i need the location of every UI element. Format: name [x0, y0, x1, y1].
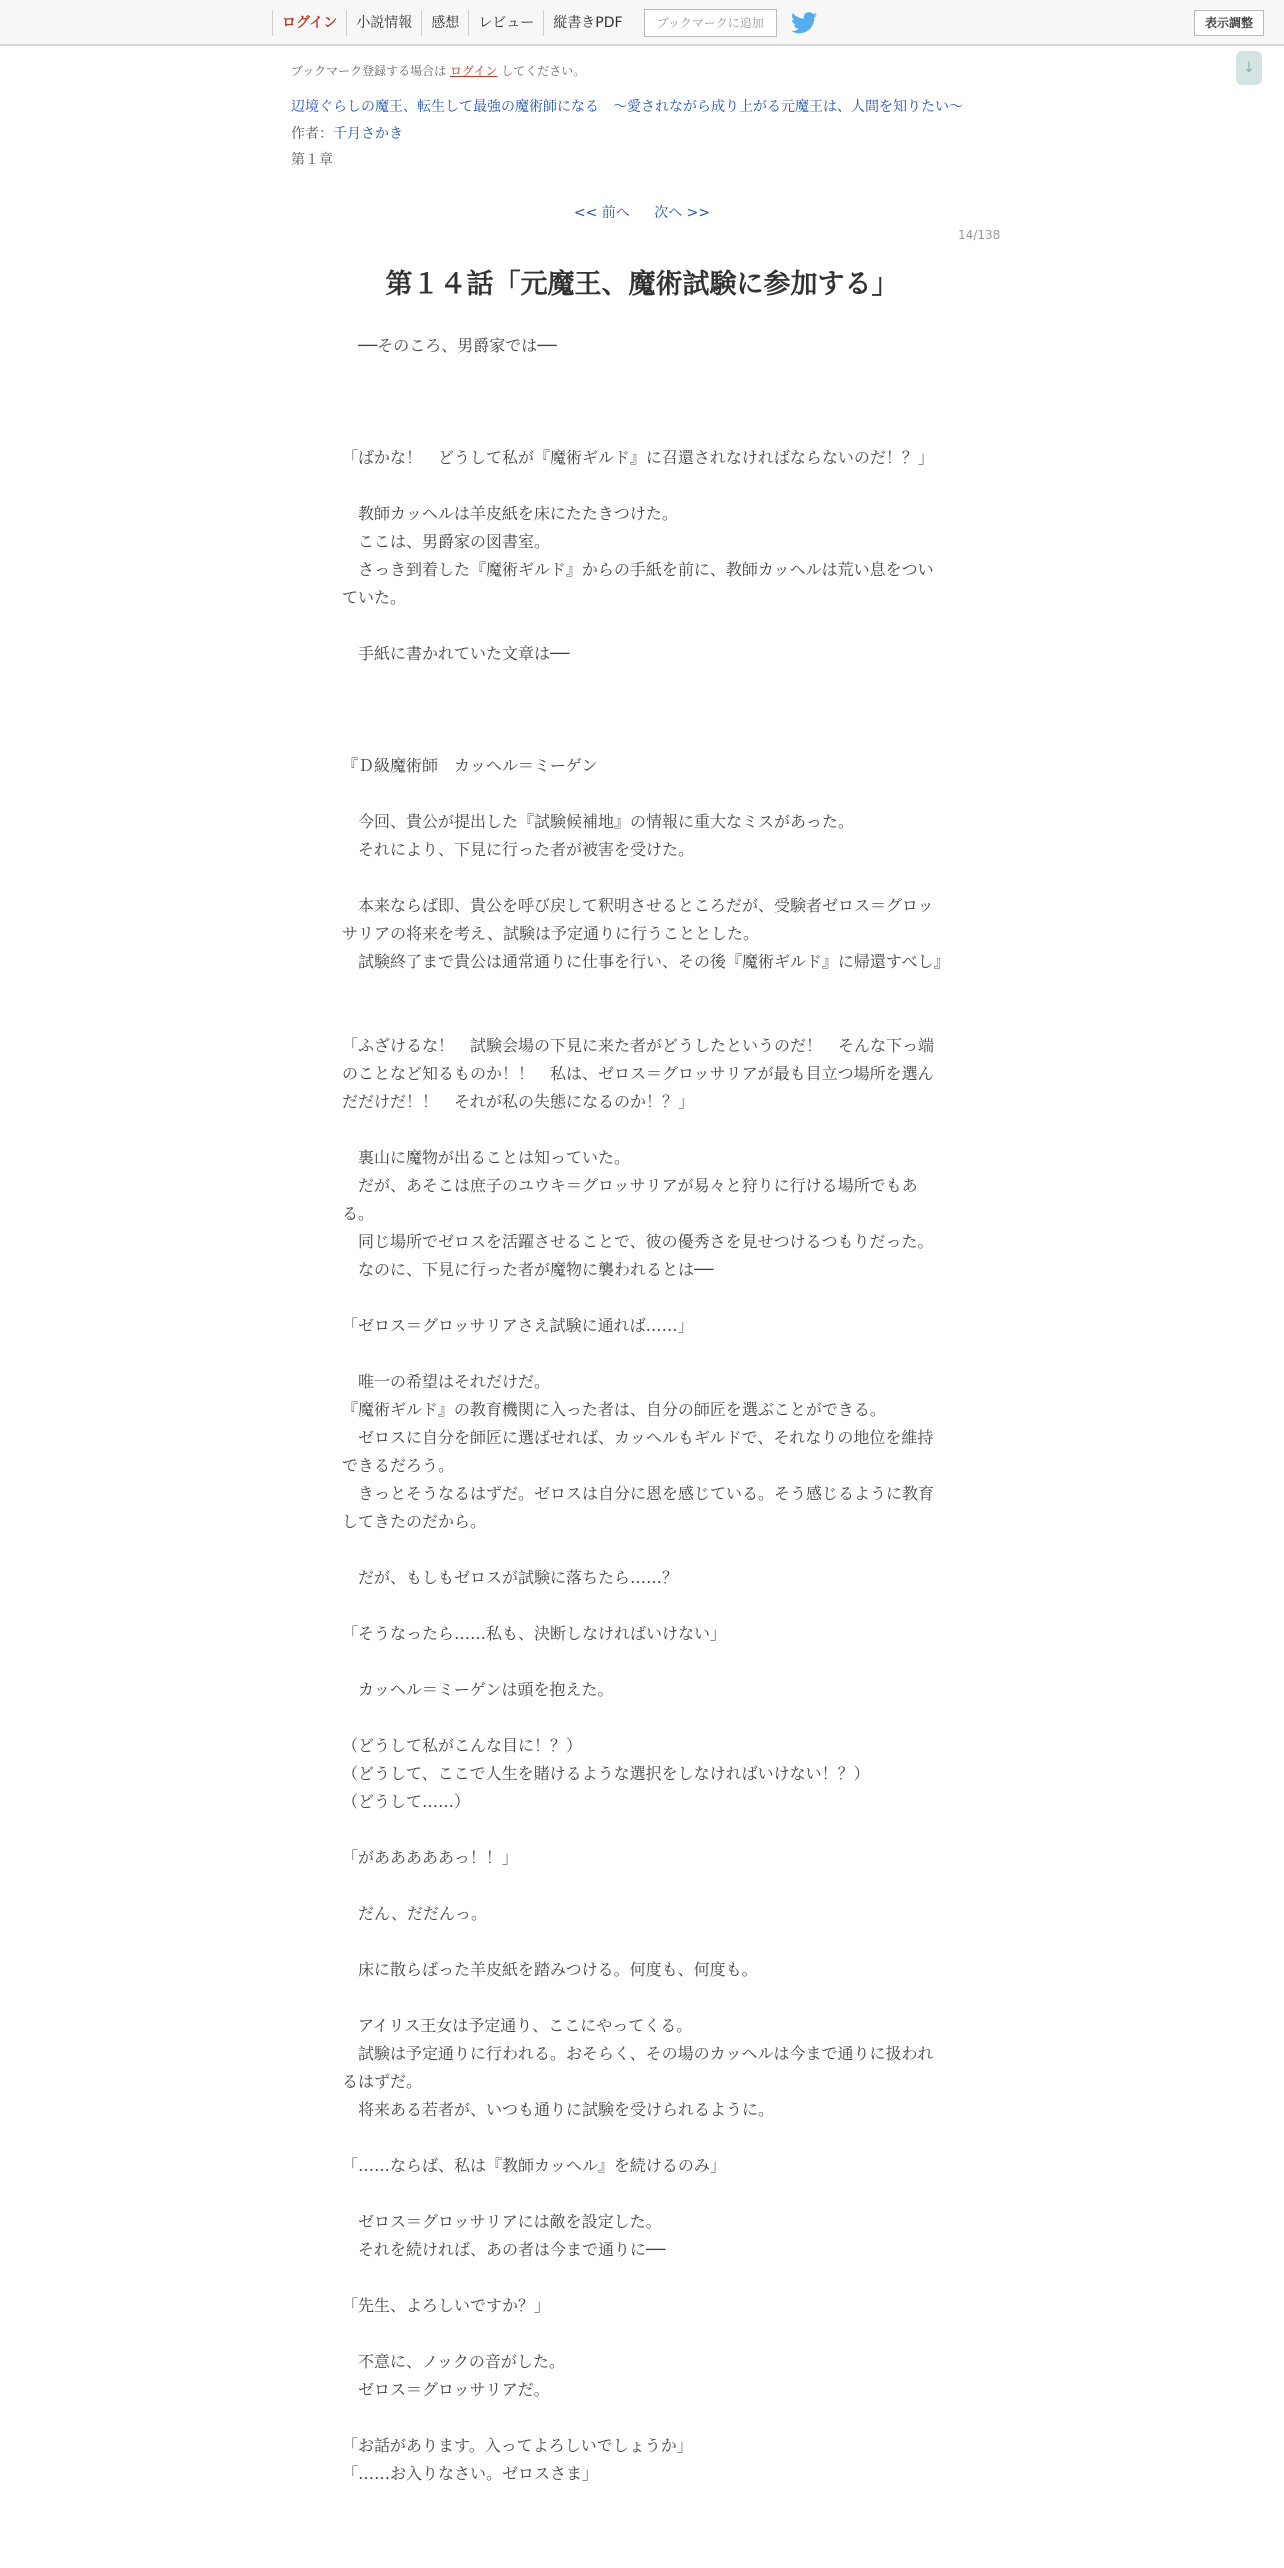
body-paragraph	[342, 1704, 942, 1732]
body-paragraph: 「ふざけるな！ 試験会場の下見に来た者がどうしたというのだ！ そんな下っ端のことなど知るものか！！ 私は、ゼロス＝グロッサリアが最も目立つ場所を選んだだけだ！！ それが私の失態になるのか！？」	[342, 1036, 935, 1111]
body-paragraph	[342, 2180, 942, 2208]
body-paragraph	[342, 1340, 942, 1368]
bookmark-login-link[interactable]: ログイン	[450, 64, 498, 78]
body-paragraph: ここは、男爵家の図書室。	[342, 532, 551, 551]
body-paragraph: 「そうなったら……私も、決断しなければいけない」	[342, 1624, 727, 1643]
bookmark-note-prefix: ブックマーク登録する場合は	[291, 64, 447, 78]
body-paragraph: 試験終了まで貴公は通常通りに仕事を行い、その後『魔術ギルド』に帰還すべし』	[342, 952, 950, 971]
author-label: 作者：	[291, 126, 333, 142]
body-paragraph	[342, 1984, 942, 2012]
body-paragraph	[342, 1284, 942, 1312]
body-paragraph: 「……ならば、私は『教師カッヘル』を続けるのみ」	[342, 2156, 726, 2175]
body-paragraph	[342, 1816, 942, 1844]
body-paragraph: なのに、下見に行った者が魔物に襲われるとは──	[342, 1260, 714, 1279]
body-paragraph: だん、だだんっ。	[342, 1904, 487, 1923]
impressions-link[interactable]: 感想	[421, 10, 468, 36]
pager	[0, 202, 1284, 222]
login-link[interactable]: ログイン	[272, 10, 346, 36]
body-paragraph: 「……お入りなさい。ゼロスさま」	[342, 2464, 599, 2483]
body-paragraph: 『Ｄ級魔術師 カッヘル＝ミーゲン	[342, 756, 598, 775]
body-paragraph: きっとそうなるはずだ。ゼロスは自分に恩を感じている。そう感じるように教育してきたのだから。	[342, 1484, 935, 1531]
body-paragraph: 本来ならば即、貴公を呼び戻して釈明させるところだが、受験者ゼロス＝グロッサリアの将来を考え、試験は予定通りに行うこととした。	[342, 896, 934, 943]
body-paragraph: 今回、貴公が提出した『試験候補地』の情報に重大なミスがあった。	[342, 812, 854, 831]
body-paragraph	[342, 2404, 942, 2432]
body-paragraph: だが、もしもゼロスが試験に落ちたら……？	[342, 1568, 679, 1587]
body-paragraph: 手紙に書かれていた文章は──	[342, 644, 570, 663]
body-paragraph: カッヘル＝ミーゲンは頭を抱えた。	[342, 1680, 614, 1699]
body-paragraph: さっき到着した『魔術ギルド』からの手紙を前に、教師カッヘルは荒い息をついていた。	[342, 560, 934, 607]
body-paragraph: 「お話があります。入ってよろしいでしょうか」	[342, 2436, 693, 2455]
prev-page-link[interactable]: << 前へ	[573, 205, 630, 221]
body-paragraph: 床に散らばった羊皮紙を踏みつける。何度も、何度も。	[342, 1960, 758, 1979]
body-paragraph	[342, 864, 942, 892]
scroll-down-arrow-icon[interactable]: ↓	[1236, 51, 1262, 85]
nav-menu	[272, 0, 817, 46]
vertical-pdf-link[interactable]: 縦書きPDF	[543, 10, 631, 36]
novel-body-text	[342, 332, 950, 2488]
body-paragraph: 将来ある若者が、いつも通りに試験を受けられるように。	[342, 2100, 775, 2119]
body-paragraph: 同じ場所でゼロスを活躍させることで、彼の優秀さを見せつけるつもりだった。	[342, 1232, 934, 1251]
novel-info-link[interactable]: 小説情報	[346, 10, 421, 36]
chapter-title: 第１章	[291, 152, 333, 168]
body-paragraph: ゼロス＝グロッサリアには敵を設定した。	[342, 2212, 662, 2231]
body-paragraph	[342, 1536, 942, 1564]
body-paragraph: ゼロス＝グロッサリアだ。	[342, 2380, 550, 2399]
body-paragraph: アイリス王女は予定通り、ここにやってくる。	[342, 2016, 693, 2035]
next-page-link[interactable]: 次へ >>	[654, 205, 711, 221]
body-paragraph	[342, 388, 942, 416]
body-paragraph: 裏山に魔物が出ることは知っていた。	[342, 1148, 631, 1167]
body-paragraph: 試験は予定通りに行われる。おそらく、その場のカッヘルは今まで通りに扱われるはずだ。	[342, 2044, 934, 2091]
bookmark-note	[291, 62, 1011, 79]
body-paragraph	[342, 416, 942, 444]
body-paragraph	[342, 976, 942, 1004]
twitter-icon[interactable]	[791, 12, 817, 34]
body-paragraph	[342, 668, 942, 696]
body-paragraph	[342, 2320, 942, 2348]
body-paragraph: （どうして、ここで人生を賭けるような選択をしなければいけない！？）	[342, 1764, 870, 1783]
author-line	[291, 123, 1011, 143]
top-navigation-bar	[0, 0, 1284, 46]
body-paragraph	[342, 1872, 942, 1900]
bookmark-note-suffix: してください。	[501, 64, 586, 78]
body-paragraph: だが、あそこは庶子のユウキ＝グロッサリアが易々と狩りに行ける場所でもある。	[342, 1176, 918, 1223]
body-paragraph	[342, 1004, 942, 1032]
body-paragraph: 「先生、よろしいですか？」	[342, 2296, 551, 2315]
page-number: 14/138	[958, 228, 1001, 242]
body-paragraph: 『魔術ギルド』の教育機関に入った者は、自分の師匠を選ぶことができる。	[342, 1400, 886, 1419]
body-paragraph	[342, 1592, 942, 1620]
author-link[interactable]: 千月さかき	[333, 126, 403, 142]
body-paragraph	[342, 2264, 942, 2292]
review-link[interactable]: レビュー	[468, 10, 543, 36]
body-paragraph	[342, 612, 942, 640]
body-paragraph: それを続ければ、あの者は今まで通りに──	[342, 2240, 666, 2259]
body-paragraph: それにより、下見に行った者が被害を受けた。	[342, 840, 695, 859]
body-paragraph: 「ばかな！ どうして私が『魔術ギルド』に召還されなければならないのだ！？」	[342, 448, 934, 467]
body-paragraph	[342, 1928, 942, 1956]
body-paragraph	[342, 360, 942, 388]
body-paragraph: 「があああああっ！！」	[342, 1848, 518, 1867]
body-paragraph	[342, 2124, 942, 2152]
body-paragraph: ゼロスに自分を師匠に選ばせれば、カッヘルもギルドで、それなりの地位を維持できるだろう。	[342, 1428, 934, 1475]
add-bookmark-button[interactable]: ブックマークに追加	[644, 9, 777, 37]
episode-title: 第１４話「元魔王、魔術試験に参加する」	[385, 269, 899, 300]
body-paragraph: 不意に、ノックの音がした。	[342, 2352, 565, 2371]
body-paragraph: 「ゼロス＝グロッサリアさえ試験に通れば……」	[342, 1316, 694, 1335]
body-paragraph	[342, 1648, 942, 1676]
body-paragraph: 唯一の希望はそれだけだ。	[342, 1372, 551, 1391]
body-paragraph: （どうして私がこんな目に！？）	[342, 1736, 583, 1755]
display-settings-button[interactable]: 表示調整	[1194, 10, 1264, 36]
body-paragraph: 教師カッヘルは羊皮紙を床にたたきつけた。	[342, 504, 678, 523]
body-paragraph	[342, 472, 942, 500]
body-paragraph: ──そのころ、男爵家では──	[342, 336, 557, 355]
body-paragraph	[342, 1116, 942, 1144]
body-paragraph	[342, 780, 942, 808]
novel-title-link[interactable]: 辺境ぐらしの魔王、転生して最強の魔術師になる 〜愛されながら成り上がる元魔王は、人間を知りたい〜	[291, 99, 963, 115]
body-paragraph	[342, 724, 942, 752]
body-paragraph: （どうして……）	[342, 1792, 471, 1811]
novel-header	[291, 62, 1011, 169]
body-paragraph	[342, 696, 942, 724]
